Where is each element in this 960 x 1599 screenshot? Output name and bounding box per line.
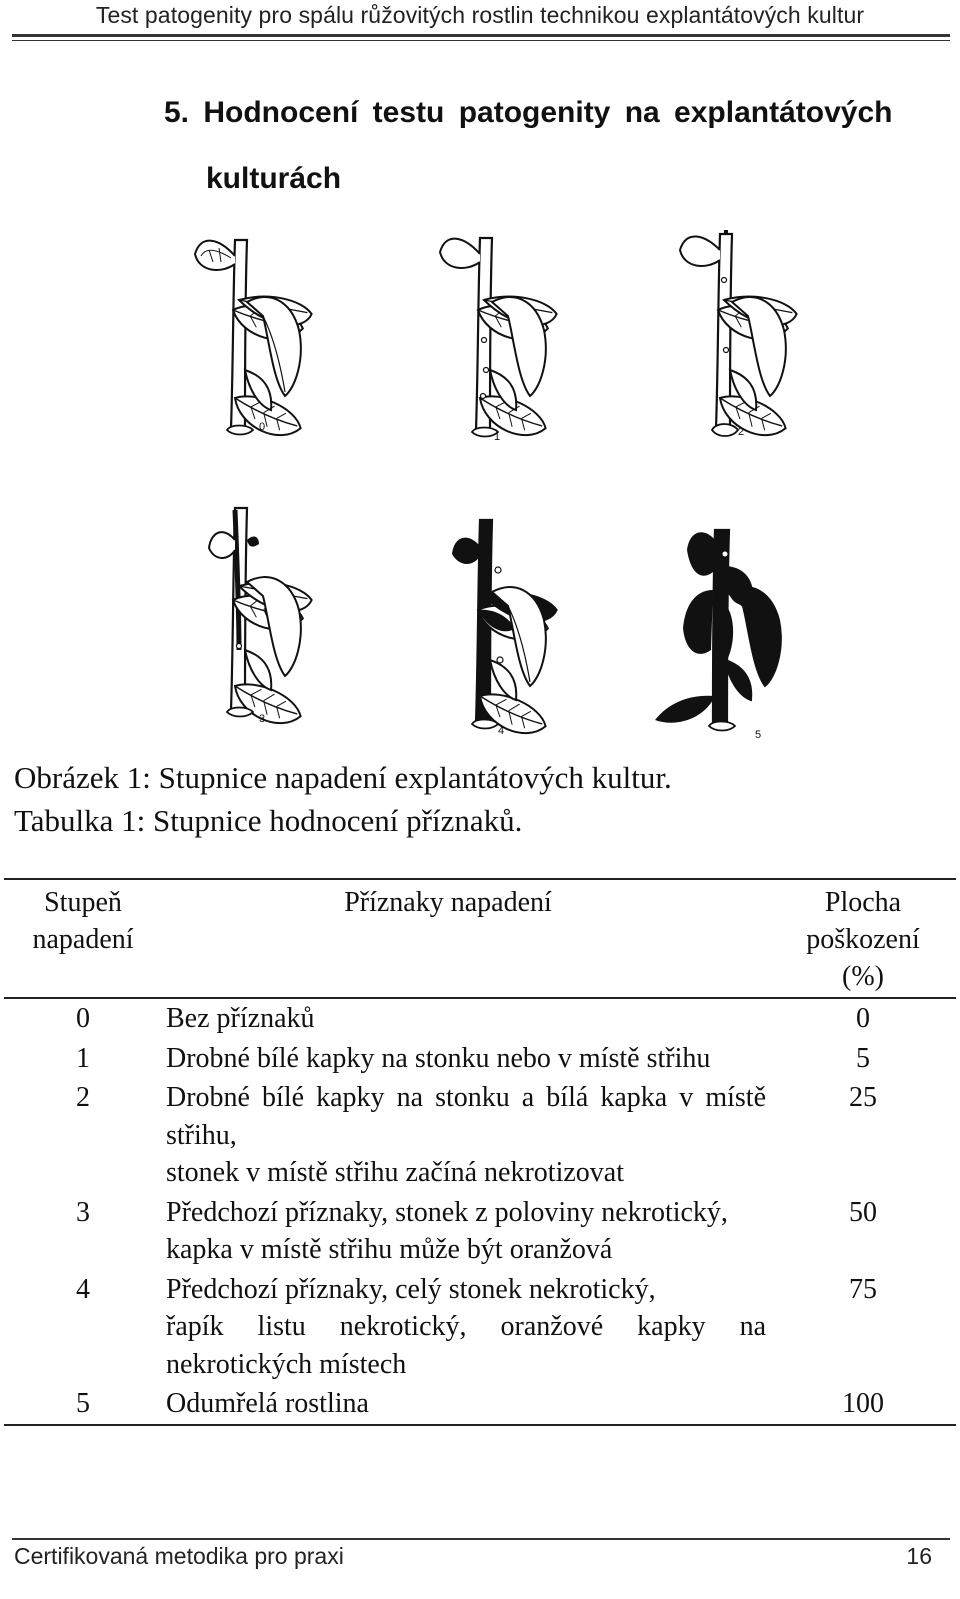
symptoms-cell: Drobné bílé kapky na stonku a bílá kapka v místě střihu, stonek v místě střihu začíná nekrotizovat [166,1082,766,1188]
table-row [4,1193,956,1270]
plant-stage-5-illustration [615,510,815,740]
area-cell: 50 [849,1196,877,1228]
column-header-grade: Stupeň napadení [4,879,162,998]
table-row [4,1270,956,1385]
plant-stage-3-illustration [135,500,335,730]
area-cell: 25 [849,1082,877,1113]
area-cell: 5 [856,1042,870,1074]
table-caption: Tabulka 1: Stupnice hodnocení příznaků. [14,803,523,838]
plant-stage-label: 4 [498,725,505,737]
grade-cell: 5 [4,1384,162,1425]
symptom-scale-table [4,878,956,1426]
plant-stage-2-illustration [620,220,820,450]
infection-scale-figure [130,215,830,760]
plant-stage-label: 5 [755,729,762,740]
header-rule [12,34,950,37]
table-row [4,998,956,1039]
footer-text: Certifikovaná metodika pro praxi [14,1543,344,1569]
footer-rule [12,1538,950,1540]
column-header-area: Plocha poškození (%) [770,879,956,998]
area-cell: 75 [849,1273,877,1305]
symptoms-cell: Předchozí příznaky, celý stonek nekrotický, řapík listu nekrotický, oranžové kapky na nekrotických místech [166,1273,766,1380]
table-header-row [4,879,956,998]
symptoms-cell: Předchozí příznaky, stonek z poloviny nekrotický, kapka v místě střihu může být oranžová [166,1196,728,1265]
grade-cell: 2 [76,1082,90,1113]
grade-cell: 4 [76,1273,90,1305]
grade-cell: 1 [76,1042,90,1074]
plant-stage-label: 3 [259,713,266,725]
plant-stage-label: 0 [259,421,266,433]
column-header-symptoms: Příznaky napadení [162,879,770,998]
grade-cell: 3 [76,1196,90,1228]
table-row [4,1384,956,1425]
running-header: Test patogenity pro spálu růžovitých rostlin technikou explantátových kultur [95,2,865,28]
figure-caption: Obrázek 1: Stupnice napadení explantátových kultur. [14,760,672,795]
table-row [4,1039,956,1079]
grade-cell: 0 [76,1003,90,1034]
plant-stage-0-illustration [135,220,335,450]
header-rule-thin [12,40,950,41]
symptoms-cell: Odumřelá rostlina [162,1384,770,1425]
plant-stage-label: 2 [738,426,745,438]
plant-stage-4-illustration [380,510,580,740]
page-number: 16 [906,1543,932,1569]
section-heading-line2: kulturách [206,162,342,195]
symptoms-cell: Bez příznaků [166,1003,315,1034]
symptoms-cell: Drobné bílé kapky na stonku nebo v místě střihu [166,1042,711,1074]
table-row [4,1078,956,1193]
section-heading-line1: 5. Hodnocení testu patogenity na explantátových [164,96,893,129]
area-cell: 0 [856,1003,870,1034]
plant-stage-1-illustration [380,220,580,450]
area-cell: 100 [770,1384,956,1425]
plant-stage-label: 1 [494,431,501,443]
